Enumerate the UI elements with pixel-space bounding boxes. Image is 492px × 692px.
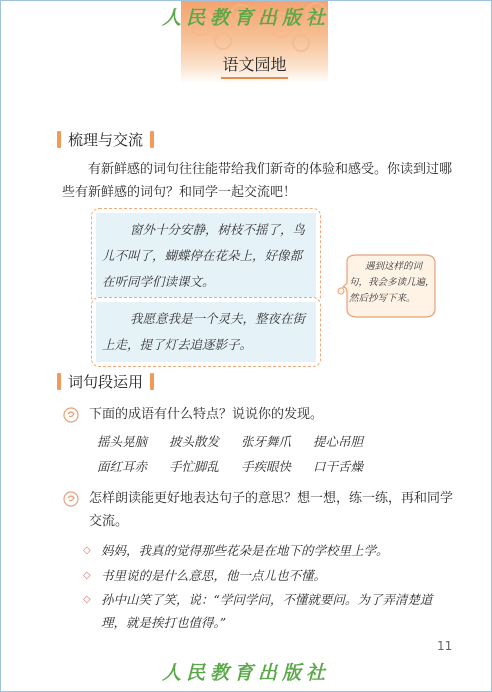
question-2 [63, 490, 461, 533]
diamond-bullet-icon: ◇ [83, 570, 91, 581]
speech-bubble [335, 253, 437, 319]
sentence-item [83, 564, 441, 587]
heading-bar-right [150, 373, 154, 390]
idiom: 披头散发 [169, 434, 220, 449]
swirl-question-icon [63, 491, 79, 507]
page-number: 11 [437, 639, 453, 653]
intro-paragraph: 有新鲜感的词句往往能带给我们新奇的体验和感受。你读到过哪些有新鲜感的词句？和同学一起交流吧！ [62, 162, 453, 200]
idiom: 口干舌燥 [313, 459, 364, 474]
idiom: 手忙脚乱 [169, 459, 220, 474]
section-title: 词句段运用 [68, 372, 144, 391]
idiom: 提心吊胆 [313, 434, 364, 449]
idiom-row-1 [97, 432, 385, 450]
diamond-bullet-icon: ◇ [83, 545, 91, 556]
page-title: 语文园地 [222, 55, 287, 74]
idiom: 手疾眼快 [241, 459, 292, 474]
diamond-bullet-icon: ◇ [83, 594, 91, 605]
bubble-text: 遇到这样的词句，我会多读几遍，然后抄写下来。 [349, 261, 435, 304]
swirl-question-icon [63, 407, 79, 423]
heading-bar-left [57, 131, 61, 148]
quote-box-2 [91, 297, 321, 367]
idiom: 摇头晃脑 [97, 434, 148, 449]
idiom: 面红耳赤 [97, 459, 148, 474]
question-text: 怎样朗读能更好地表达句子的意思？想一想，练一练，再和同学交流。 [89, 491, 454, 529]
quote-box-1 [91, 208, 321, 304]
question-1 [63, 406, 461, 426]
publisher-logo-bottom: 人民教育出版社 [161, 662, 330, 684]
idiom-row-2 [97, 457, 385, 475]
quote-text: 我愿意我是一个灵夫，整夜在街上走，提了灯去追逐影子。 [96, 302, 316, 362]
section-heading-1 [57, 129, 154, 149]
idiom: 张牙舞爪 [241, 434, 292, 449]
quote-text: 窗外十分安静，树枝不摇了，鸟儿不叫了，蝴蝶停在花朵上，好像都在听同学们读课文。 [96, 213, 316, 299]
sentence-text: 孙中山笑了笑，说：“学问学问，不懂就要问。为了弄清楚道理，就是挨打也值得。” [101, 592, 433, 630]
section-title: 梳理与交流 [68, 130, 144, 149]
question-text: 下面的成语有什么特点？说说你的发现。 [89, 407, 324, 422]
heading-bar-left [57, 373, 61, 390]
sentence-text: 妈妈，我真的觉得那些花朵是在地下的学校里上学。 [101, 543, 389, 558]
sentence-text: 书里说的是什么意思，他一点儿也不懂。 [101, 568, 327, 583]
heading-bar-right [150, 131, 154, 148]
sentence-item [83, 588, 441, 634]
section-heading-2 [57, 371, 154, 391]
title-underline [221, 77, 288, 79]
sentence-item [83, 539, 441, 562]
publisher-logo-top: 人民教育出版社 [161, 7, 330, 29]
